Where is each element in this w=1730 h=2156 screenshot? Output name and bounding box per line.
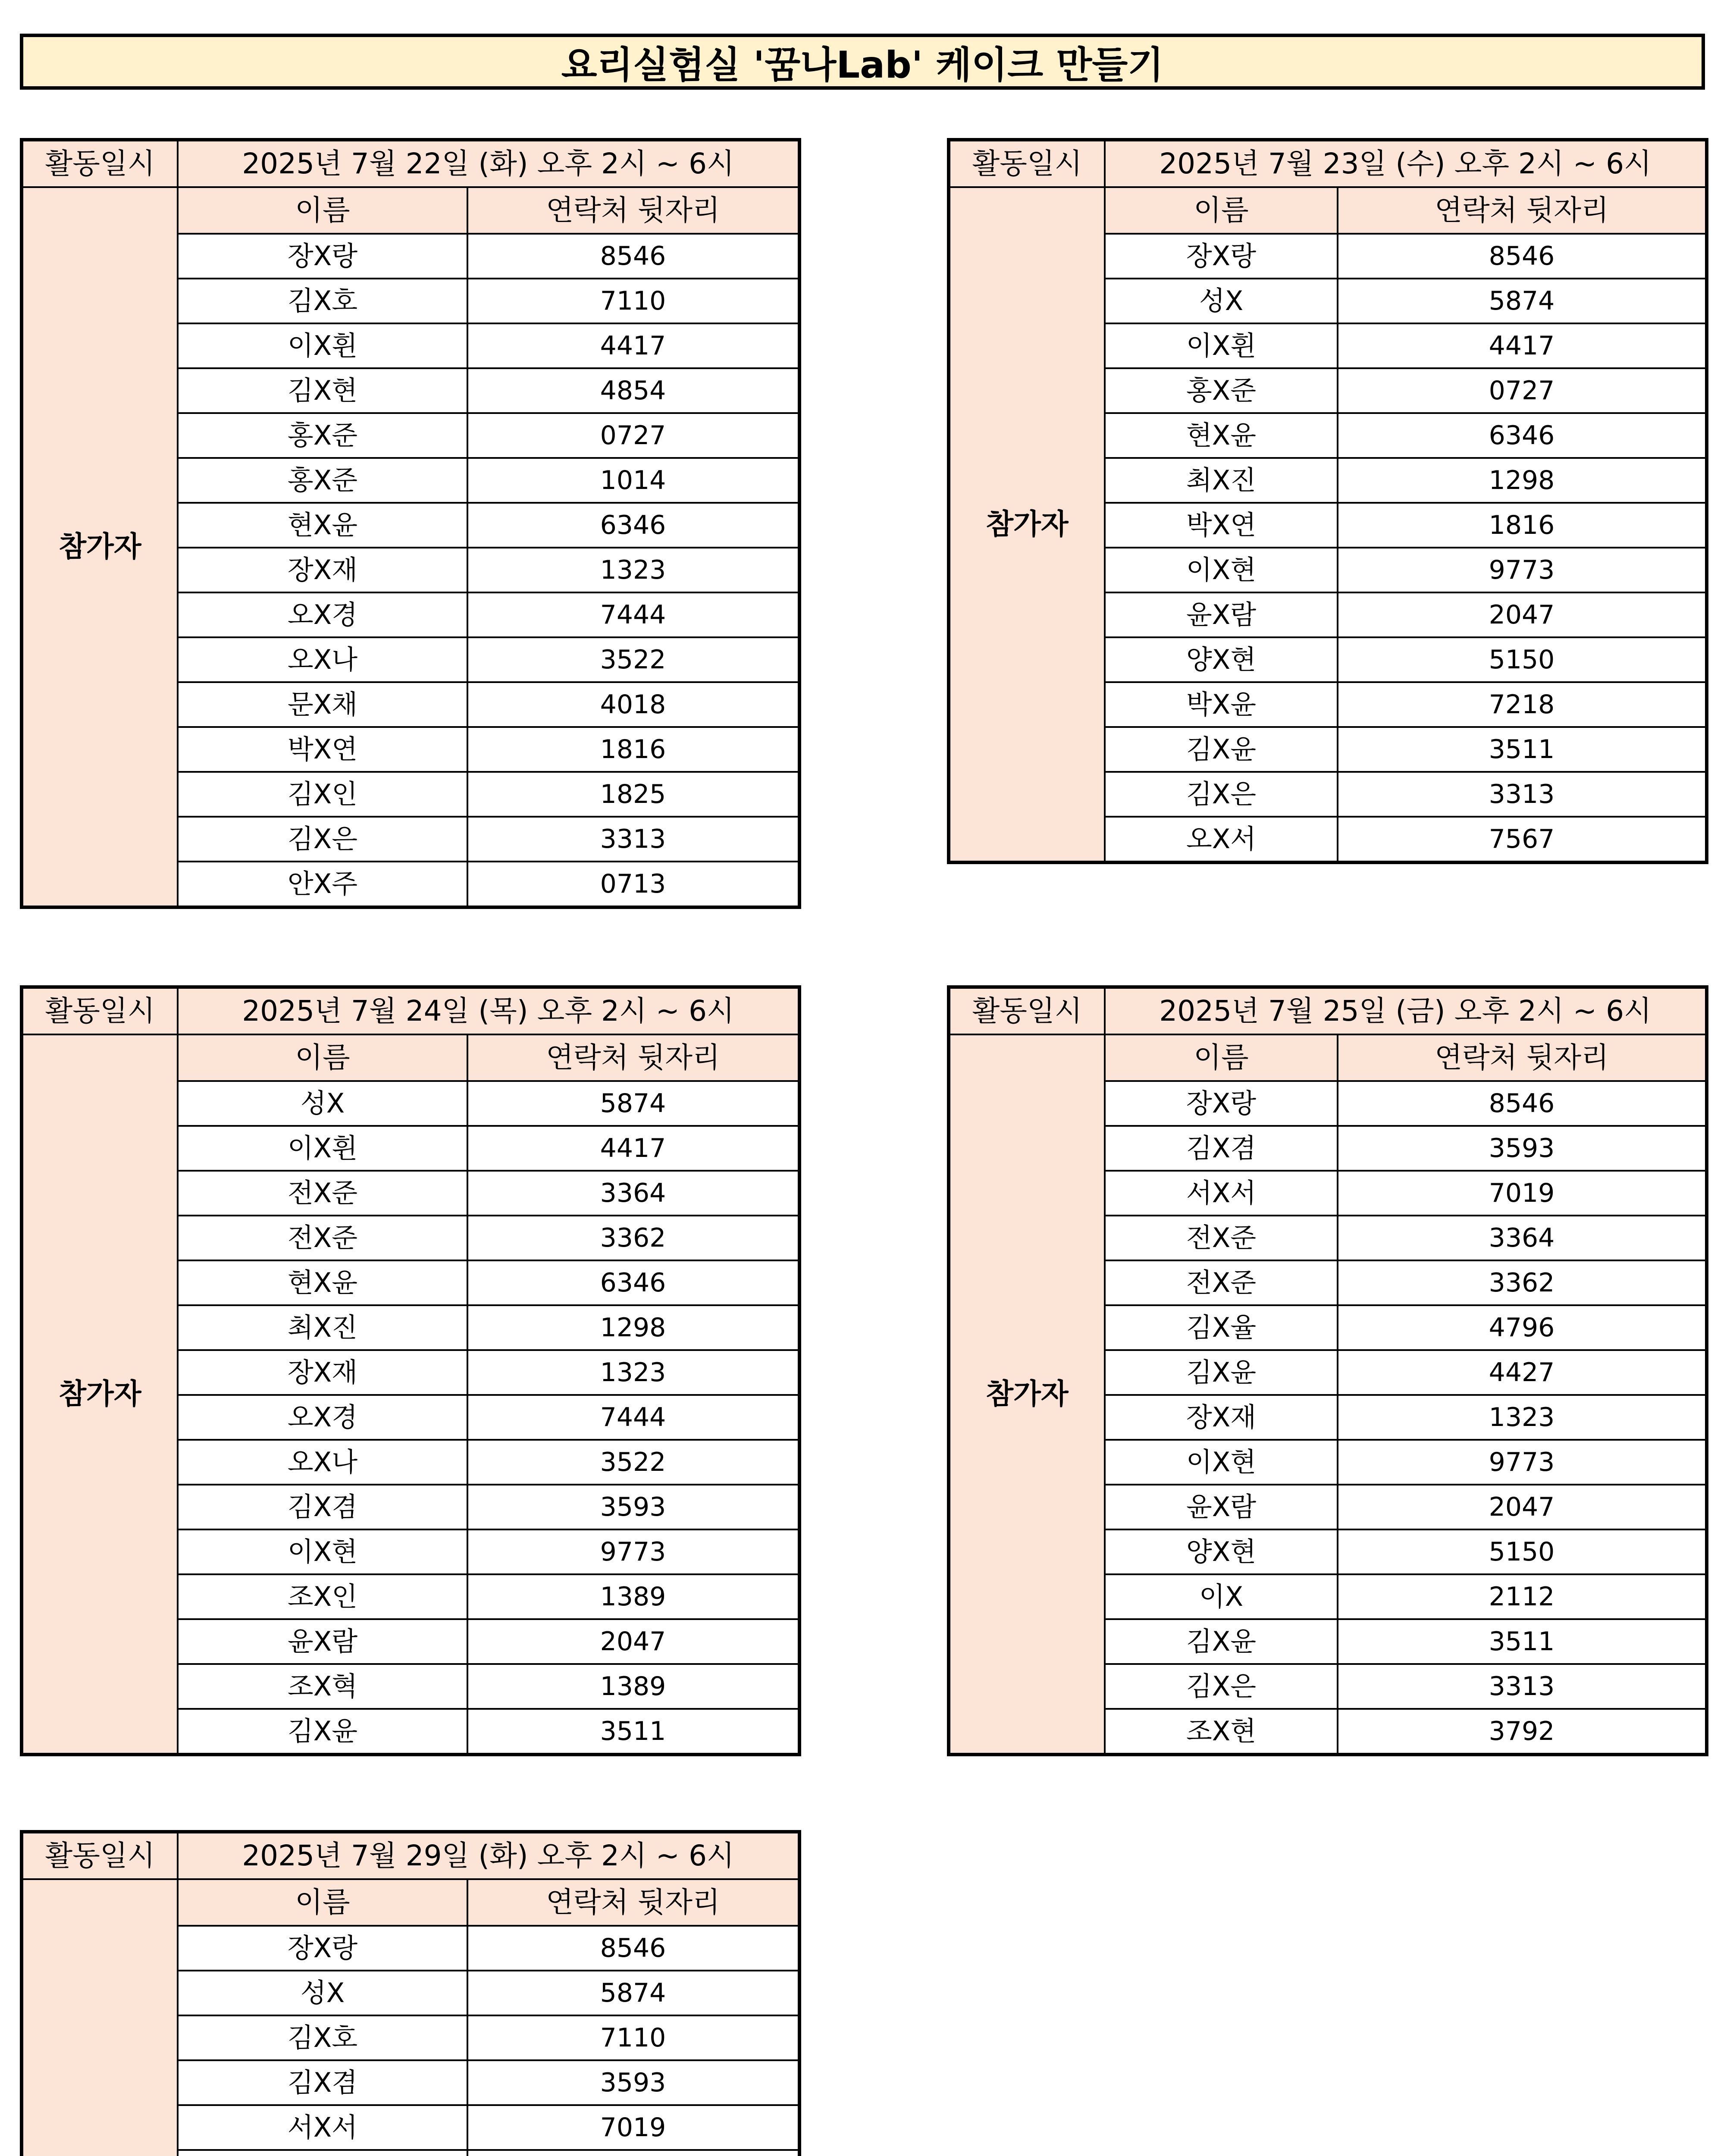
activity-label: 활동일시 <box>949 140 1105 187</box>
activity-date: 2025년 7월 23일 (수) 오후 2시 ~ 6시 <box>1105 140 1707 187</box>
column-header-row <box>22 187 799 234</box>
participant-name: 김X호 <box>178 279 467 323</box>
contact-column-header: 연락처 뒷자리 <box>1338 1034 1707 1081</box>
activity-date: 2025년 7월 29일 (화) 오후 2시 ~ 6시 <box>178 1832 799 1879</box>
column-header-row <box>22 1034 799 1081</box>
participant-name: 이X현 <box>1105 548 1338 592</box>
participant-name: 김X겸 <box>1105 1126 1338 1171</box>
participant-contact: 9773 <box>467 1529 799 1574</box>
participant-contact: 7567 <box>1338 817 1707 862</box>
participant-name: 장X랑 <box>1105 1081 1338 1126</box>
participant-contact: 8546 <box>467 1926 799 1971</box>
participant-contact: 8546 <box>467 234 799 279</box>
activity-label: 활동일시 <box>949 987 1105 1034</box>
participant-name: 이X현 <box>178 1529 467 1574</box>
participant-name: 최X진 <box>1105 458 1338 503</box>
participant-contact: 4417 <box>1338 323 1707 368</box>
participant-name: 최X진 <box>178 1305 467 1350</box>
participant-contact: 1323 <box>1338 1395 1707 1440</box>
participant-name: 전X준 <box>1105 1260 1338 1305</box>
participant-contact: 3522 <box>467 1440 799 1485</box>
contact-column-header: 연락처 뒷자리 <box>467 1034 799 1081</box>
participant-contact: 3313 <box>467 817 799 862</box>
participant-name: 전X준 <box>1105 1216 1338 1260</box>
participant-name: 김X윤 <box>1105 727 1338 772</box>
participant-contact: 1816 <box>467 727 799 772</box>
activity-date: 2025년 7월 25일 (금) 오후 2시 ~ 6시 <box>1105 987 1707 1034</box>
participant-contact: 3593 <box>1338 1126 1707 1171</box>
participant-contact: 8546 <box>1338 234 1707 279</box>
participants-label: 참가자 <box>949 1034 1105 1755</box>
participant-name: 김X은 <box>1105 772 1338 817</box>
participant-contact: 8546 <box>1338 1081 1707 1126</box>
participant-contact: 6346 <box>467 503 799 548</box>
participant-contact: 4417 <box>467 323 799 368</box>
participant-name: 이X휜 <box>178 323 467 368</box>
participant-name: 성X <box>178 1081 467 1126</box>
participant-name: 이X <box>1105 1574 1338 1619</box>
activity-date: 2025년 7월 24일 (목) 오후 2시 ~ 6시 <box>178 987 799 1034</box>
participant-name: 김X은 <box>1105 1664 1338 1709</box>
participant-name: 홍X준 <box>1105 368 1338 413</box>
participant-name: 윤X람 <box>178 1619 467 1664</box>
activity-row <box>22 1832 799 1879</box>
participant-name: 서X서 <box>1105 1171 1338 1216</box>
participant-name: 김X윤 <box>1105 1619 1338 1664</box>
participant-name: 오X서 <box>1105 817 1338 862</box>
participant-name: 김X호 <box>178 2015 467 2060</box>
participant-name: 이X현 <box>1105 1440 1338 1485</box>
participant-contact: 1389 <box>467 1574 799 1619</box>
participant-contact: 2047 <box>467 1619 799 1664</box>
participant-contact: 7218 <box>1338 682 1707 727</box>
contact-column-header: 연락처 뒷자리 <box>1338 187 1707 234</box>
session-table-jul-29 <box>20 1830 801 2156</box>
participant-name: 김X율 <box>1105 1305 1338 1350</box>
participant-contact: 3364 <box>1338 1216 1707 1260</box>
participant-contact: 2047 <box>1338 1485 1707 1529</box>
participant-contact: 3313 <box>1338 772 1707 817</box>
participant-contact: 4427 <box>1338 1350 1707 1395</box>
participant-contact: 9773 <box>1338 1440 1707 1485</box>
participant-name: 윤X람 <box>1105 1485 1338 1529</box>
session-table-jul-23 <box>947 138 1708 864</box>
name-column-header: 이름 <box>178 1879 467 1926</box>
participant-name: 장X랑 <box>178 1926 467 1971</box>
participant-name: 장X랑 <box>178 234 467 279</box>
participant-contact: 3511 <box>1338 727 1707 772</box>
participant-name: 장X재 <box>1105 1395 1338 1440</box>
page-title: 요리실험실 '꿈나Lab' 케이크 만들기 <box>20 34 1705 90</box>
participant-name: 김X현 <box>178 368 467 413</box>
participant-contact: 3364 <box>467 1171 799 1216</box>
participant-name: 성X <box>178 1971 467 2015</box>
activity-row <box>22 140 799 187</box>
participant-contact: 6346 <box>1338 413 1707 458</box>
participant-contact: 4018 <box>467 682 799 727</box>
participant-contact: 5150 <box>1338 1529 1707 1574</box>
participant-name: 서X서 <box>178 2105 467 2150</box>
participant-name: 장X재 <box>178 1350 467 1395</box>
participant-name: 조X현 <box>1105 1709 1338 1755</box>
participant-name: 성X <box>1105 279 1338 323</box>
participant-contact: 3593 <box>467 2060 799 2105</box>
participant-name: 홍X준 <box>178 458 467 503</box>
participant-contact: 5874 <box>1338 279 1707 323</box>
participants-label: 참가자 <box>949 187 1105 862</box>
participant-contact: 4417 <box>467 1126 799 1171</box>
contact-column-header: 연락처 뒷자리 <box>467 187 799 234</box>
name-column-header: 이름 <box>1105 187 1338 234</box>
participant-contact: 1323 <box>467 1350 799 1395</box>
participant-contact: 7110 <box>467 279 799 323</box>
participant-contact: 7019 <box>467 2105 799 2150</box>
column-header-row <box>949 1034 1707 1081</box>
participant-contact: 1323 <box>467 548 799 592</box>
participant-name: 윤X람 <box>1105 592 1338 637</box>
participant-name: 장X랑 <box>1105 234 1338 279</box>
participant-contact: 5874 <box>467 1081 799 1126</box>
participant-contact: 3313 <box>1338 1664 1707 1709</box>
participant-contact: 1825 <box>467 772 799 817</box>
participant-name: 전X준 <box>178 1171 467 1216</box>
participant-contact: 1014 <box>467 458 799 503</box>
session-table-jul-22 <box>20 138 801 909</box>
participant-name: 안X주 <box>178 862 467 907</box>
activity-row <box>22 987 799 1034</box>
participant-name: 현X윤 <box>1105 413 1338 458</box>
participant-contact: 3593 <box>467 1485 799 1529</box>
participant-contact: 6346 <box>467 1260 799 1305</box>
participant-name: 오X나 <box>178 1440 467 1485</box>
participant-contact: 0727 <box>467 413 799 458</box>
activity-row <box>949 140 1707 187</box>
participant-name: 오X경 <box>178 592 467 637</box>
activity-date: 2025년 7월 22일 (화) 오후 2시 ~ 6시 <box>178 140 799 187</box>
participant-name: 김X윤 <box>178 1709 467 1755</box>
participant-name: 오X나 <box>178 637 467 682</box>
participant-name: 현X윤 <box>178 1260 467 1305</box>
participant-contact: 1298 <box>467 1305 799 1350</box>
participant-name: 문X채 <box>178 682 467 727</box>
participants-label: 참가자 <box>22 187 178 907</box>
activity-label: 활동일시 <box>22 987 178 1034</box>
participant-contact: 4854 <box>467 368 799 413</box>
participant-name: 박X연 <box>1105 503 1338 548</box>
participant-name: 이X휜 <box>1105 323 1338 368</box>
participant-contact: 1816 <box>1338 503 1707 548</box>
participant-contact: 4796 <box>1338 1305 1707 1350</box>
participant-name: 김X겸 <box>178 2060 467 2105</box>
participants-label: 참가자 <box>22 1034 178 1755</box>
activity-label: 활동일시 <box>22 140 178 187</box>
activity-label: 활동일시 <box>22 1832 178 1879</box>
column-header-row <box>949 187 1707 234</box>
participant-contact: 5150 <box>1338 637 1707 682</box>
name-column-header: 이름 <box>1105 1034 1338 1081</box>
participant-contact: 1298 <box>1338 458 1707 503</box>
participant-contact: 3522 <box>467 637 799 682</box>
participant-contact: 7444 <box>467 1395 799 1440</box>
activity-row <box>949 987 1707 1034</box>
participant-name <box>178 2150 467 2156</box>
participant-name: 김X인 <box>178 772 467 817</box>
participant-contact: 0713 <box>467 862 799 907</box>
participant-contact: 7110 <box>467 2015 799 2060</box>
column-header-row <box>22 1879 799 1926</box>
participant-contact <box>467 2150 799 2156</box>
participant-name: 김X겸 <box>178 1485 467 1529</box>
participant-name: 오X경 <box>178 1395 467 1440</box>
participant-name: 조X혁 <box>178 1664 467 1709</box>
participant-contact: 1389 <box>467 1664 799 1709</box>
participants-label <box>22 1879 178 2156</box>
name-column-header: 이름 <box>178 1034 467 1081</box>
participant-contact: 0727 <box>1338 368 1707 413</box>
participant-contact: 3362 <box>467 1216 799 1260</box>
participant-name: 김X은 <box>178 817 467 862</box>
participant-name: 김X윤 <box>1105 1350 1338 1395</box>
participant-contact: 3362 <box>1338 1260 1707 1305</box>
participant-contact: 7444 <box>467 592 799 637</box>
participant-name: 전X준 <box>178 1216 467 1260</box>
participant-name: 박X연 <box>178 727 467 772</box>
participant-contact: 2047 <box>1338 592 1707 637</box>
participant-contact: 3511 <box>467 1709 799 1755</box>
participant-name: 양X현 <box>1105 1529 1338 1574</box>
participant-name: 이X휜 <box>178 1126 467 1171</box>
session-table-jul-24 <box>20 985 801 1756</box>
participant-name: 현X윤 <box>178 503 467 548</box>
participant-contact: 5874 <box>467 1971 799 2015</box>
contact-column-header: 연락처 뒷자리 <box>467 1879 799 1926</box>
participant-name: 박X윤 <box>1105 682 1338 727</box>
participant-name: 홍X준 <box>178 413 467 458</box>
participant-contact: 2112 <box>1338 1574 1707 1619</box>
participant-name: 장X재 <box>178 548 467 592</box>
session-table-jul-25 <box>947 985 1708 1756</box>
participant-contact: 3792 <box>1338 1709 1707 1755</box>
name-column-header: 이름 <box>178 187 467 234</box>
participant-contact: 3511 <box>1338 1619 1707 1664</box>
participant-name: 조X인 <box>178 1574 467 1619</box>
participant-contact: 7019 <box>1338 1171 1707 1216</box>
participant-contact: 9773 <box>1338 548 1707 592</box>
participant-name: 양X현 <box>1105 637 1338 682</box>
